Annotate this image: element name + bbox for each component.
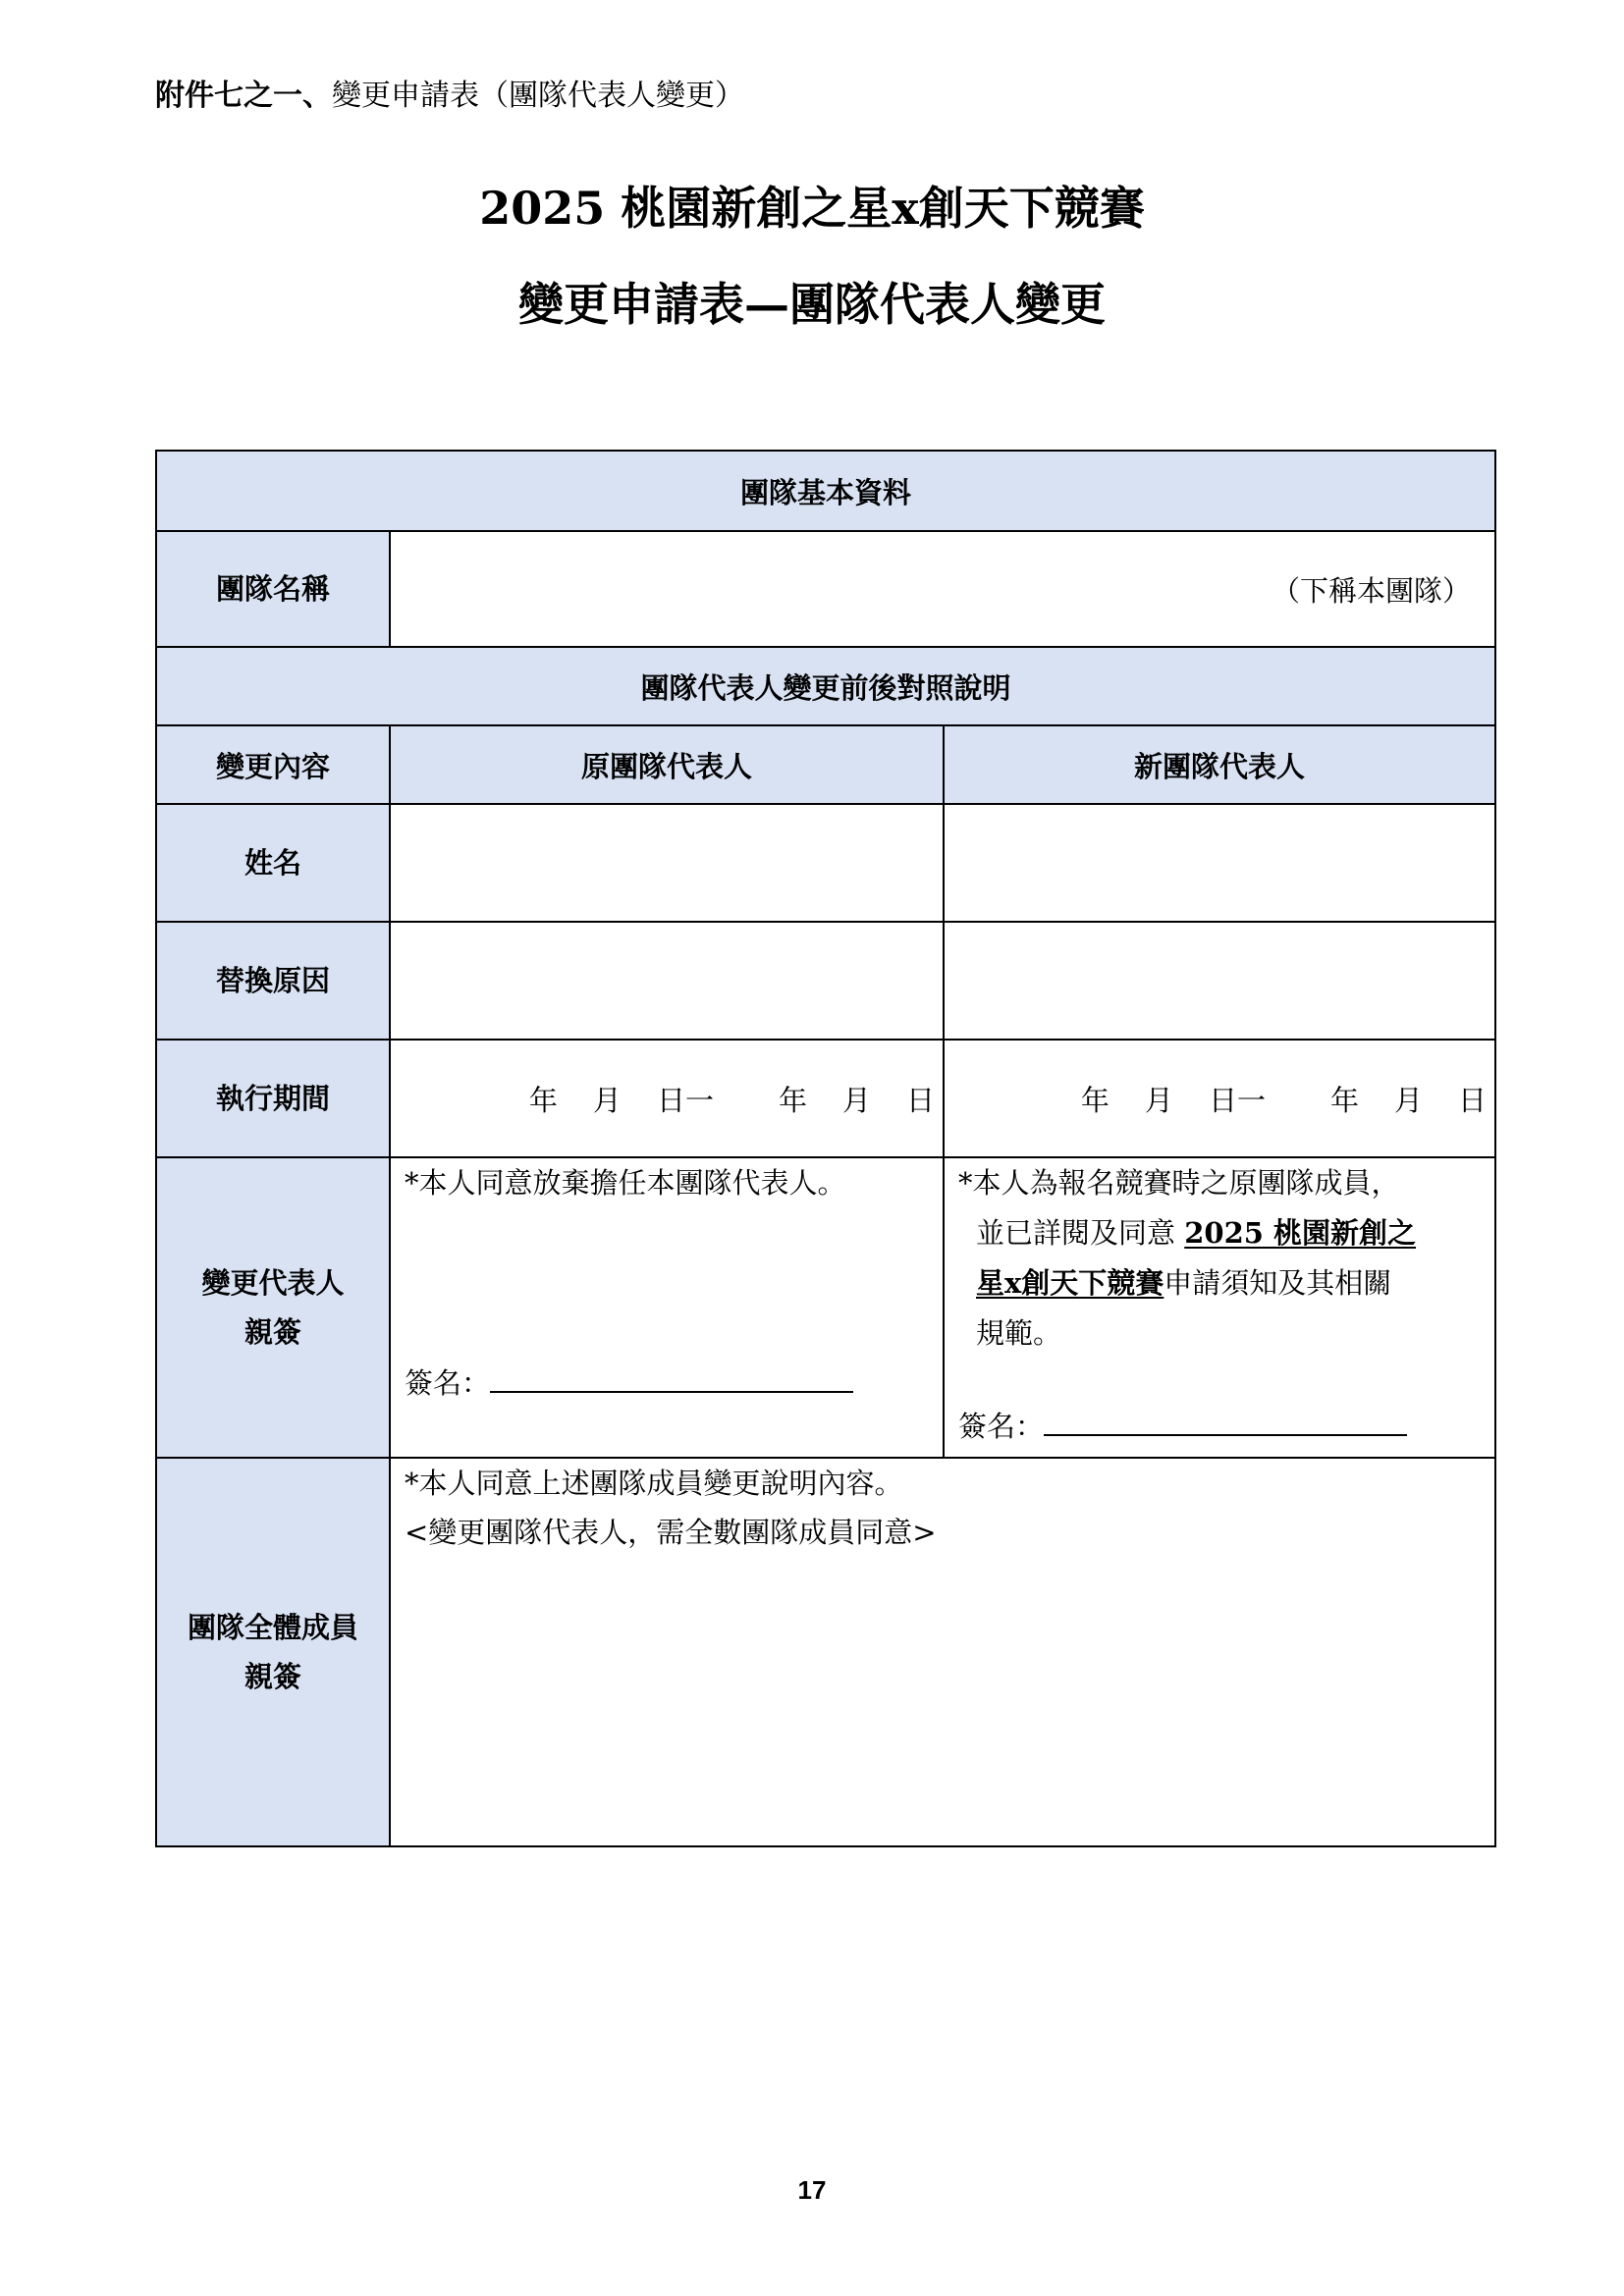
period-day-text: 日	[1457, 1083, 1487, 1117]
page-number: 17	[797, 2175, 827, 2205]
period-month-text: 月	[592, 1083, 622, 1117]
team-name-label: 團隊名稱	[156, 531, 390, 647]
col-header-content: 變更內容	[156, 725, 390, 804]
new-statement-line2	[958, 1208, 1485, 1258]
period-day-dash-text: 日一	[656, 1083, 714, 1117]
period-day-text: 日	[905, 1083, 935, 1117]
rep-signature-label	[156, 1157, 390, 1458]
period-day-dash-text: 日一	[1208, 1083, 1266, 1117]
new-statement-line4: 規範。	[976, 1316, 1062, 1350]
section-comparison-row	[156, 647, 1495, 725]
name-label: 姓名	[156, 804, 390, 922]
application-form-table	[155, 450, 1496, 1847]
col-header-new-rep: 新團隊代表人	[944, 725, 1495, 804]
rep-signature-label-line1: 變更代表人	[201, 1266, 345, 1300]
original-rep-statement: *本人同意放棄擔任本團隊代表人。	[405, 1166, 846, 1200]
period-year-text: 年	[528, 1083, 558, 1117]
original-rep-sign-line[interactable]	[405, 1359, 853, 1409]
members-signature-label	[156, 1458, 390, 1846]
new-rep-reason-field[interactable]	[944, 922, 1495, 1040]
team-name-note: （下稱本團隊）	[1271, 573, 1471, 608]
original-rep-signature-cell[interactable]	[390, 1157, 944, 1458]
rep-signature-row	[156, 1157, 1495, 1458]
new-rep-statement	[958, 1158, 1485, 1359]
section-basic-info-header: 團隊基本資料	[156, 451, 1495, 531]
new-statement-part3: 申請須知及其相關	[1164, 1266, 1392, 1300]
new-rep-signature-cell[interactable]	[944, 1157, 1495, 1458]
name-row	[156, 804, 1495, 922]
new-statement-part2: 並已詳閱及同意	[976, 1216, 1176, 1250]
new-statement-line1: *本人為報名競賽時之原團隊成員，	[958, 1166, 1400, 1200]
signature-blank[interactable]	[1044, 1405, 1407, 1436]
members-signature-row	[156, 1458, 1495, 1846]
team-name-field[interactable]	[390, 531, 1495, 647]
members-statement-line1: *本人同意上述團隊成員變更說明內容。	[405, 1467, 903, 1500]
members-signature-label-line2: 親簽	[244, 1660, 301, 1693]
new-rep-period-field[interactable]	[944, 1040, 1495, 1157]
period-month-text: 月	[1144, 1083, 1173, 1117]
period-row	[156, 1040, 1495, 1157]
sign-label: 簽名：	[958, 1410, 1045, 1443]
attachment-header	[155, 77, 744, 116]
section-comparison-header: 團隊代表人變更前後對照說明	[156, 647, 1495, 725]
new-statement-emph1: 2025 桃園新創之	[1184, 1216, 1417, 1250]
team-name-row	[156, 531, 1495, 647]
new-rep-sign-line[interactable]	[958, 1402, 1407, 1452]
section-basic-info-row	[156, 451, 1495, 531]
original-rep-name-field[interactable]	[390, 804, 944, 922]
new-rep-name-field[interactable]	[944, 804, 1495, 922]
document-title-line1: 2025 桃園新創之星x創天下競賽	[479, 182, 1145, 235]
period-year-text: 年	[1080, 1083, 1110, 1117]
column-header-row	[156, 725, 1495, 804]
new-statement-line3	[958, 1258, 1485, 1308]
signature-blank[interactable]	[490, 1362, 853, 1393]
period-label: 執行期間	[156, 1040, 390, 1157]
reason-row	[156, 922, 1495, 1040]
members-signature-cell[interactable]	[390, 1458, 1495, 1846]
period-month-text: 月	[841, 1083, 871, 1117]
members-statement	[405, 1459, 1485, 1557]
original-rep-reason-field[interactable]	[390, 922, 944, 1040]
new-statement-emph2: 星x創天下競賽	[976, 1266, 1164, 1300]
rep-signature-label-line2: 親簽	[244, 1315, 301, 1349]
members-statement-line2: <變更團隊代表人，需全數團隊成員同意>	[405, 1516, 937, 1549]
document-title-line2: 變更申請表—團隊代表人變更	[518, 278, 1106, 331]
col-header-original-rep: 原團隊代表人	[390, 725, 944, 804]
original-rep-period-field[interactable]	[390, 1040, 944, 1157]
members-signature-label-line1: 團隊全體成員	[187, 1611, 358, 1644]
reason-label: 替換原因	[156, 922, 390, 1040]
period-year-text: 年	[1329, 1083, 1359, 1117]
attachment-title: 變更申請表（團隊代表人變更）	[332, 79, 744, 113]
period-month-text: 月	[1393, 1083, 1423, 1117]
sign-label: 簽名：	[405, 1366, 491, 1400]
period-year-text: 年	[778, 1083, 807, 1117]
attachment-prefix: 附件七之一、	[155, 79, 332, 113]
